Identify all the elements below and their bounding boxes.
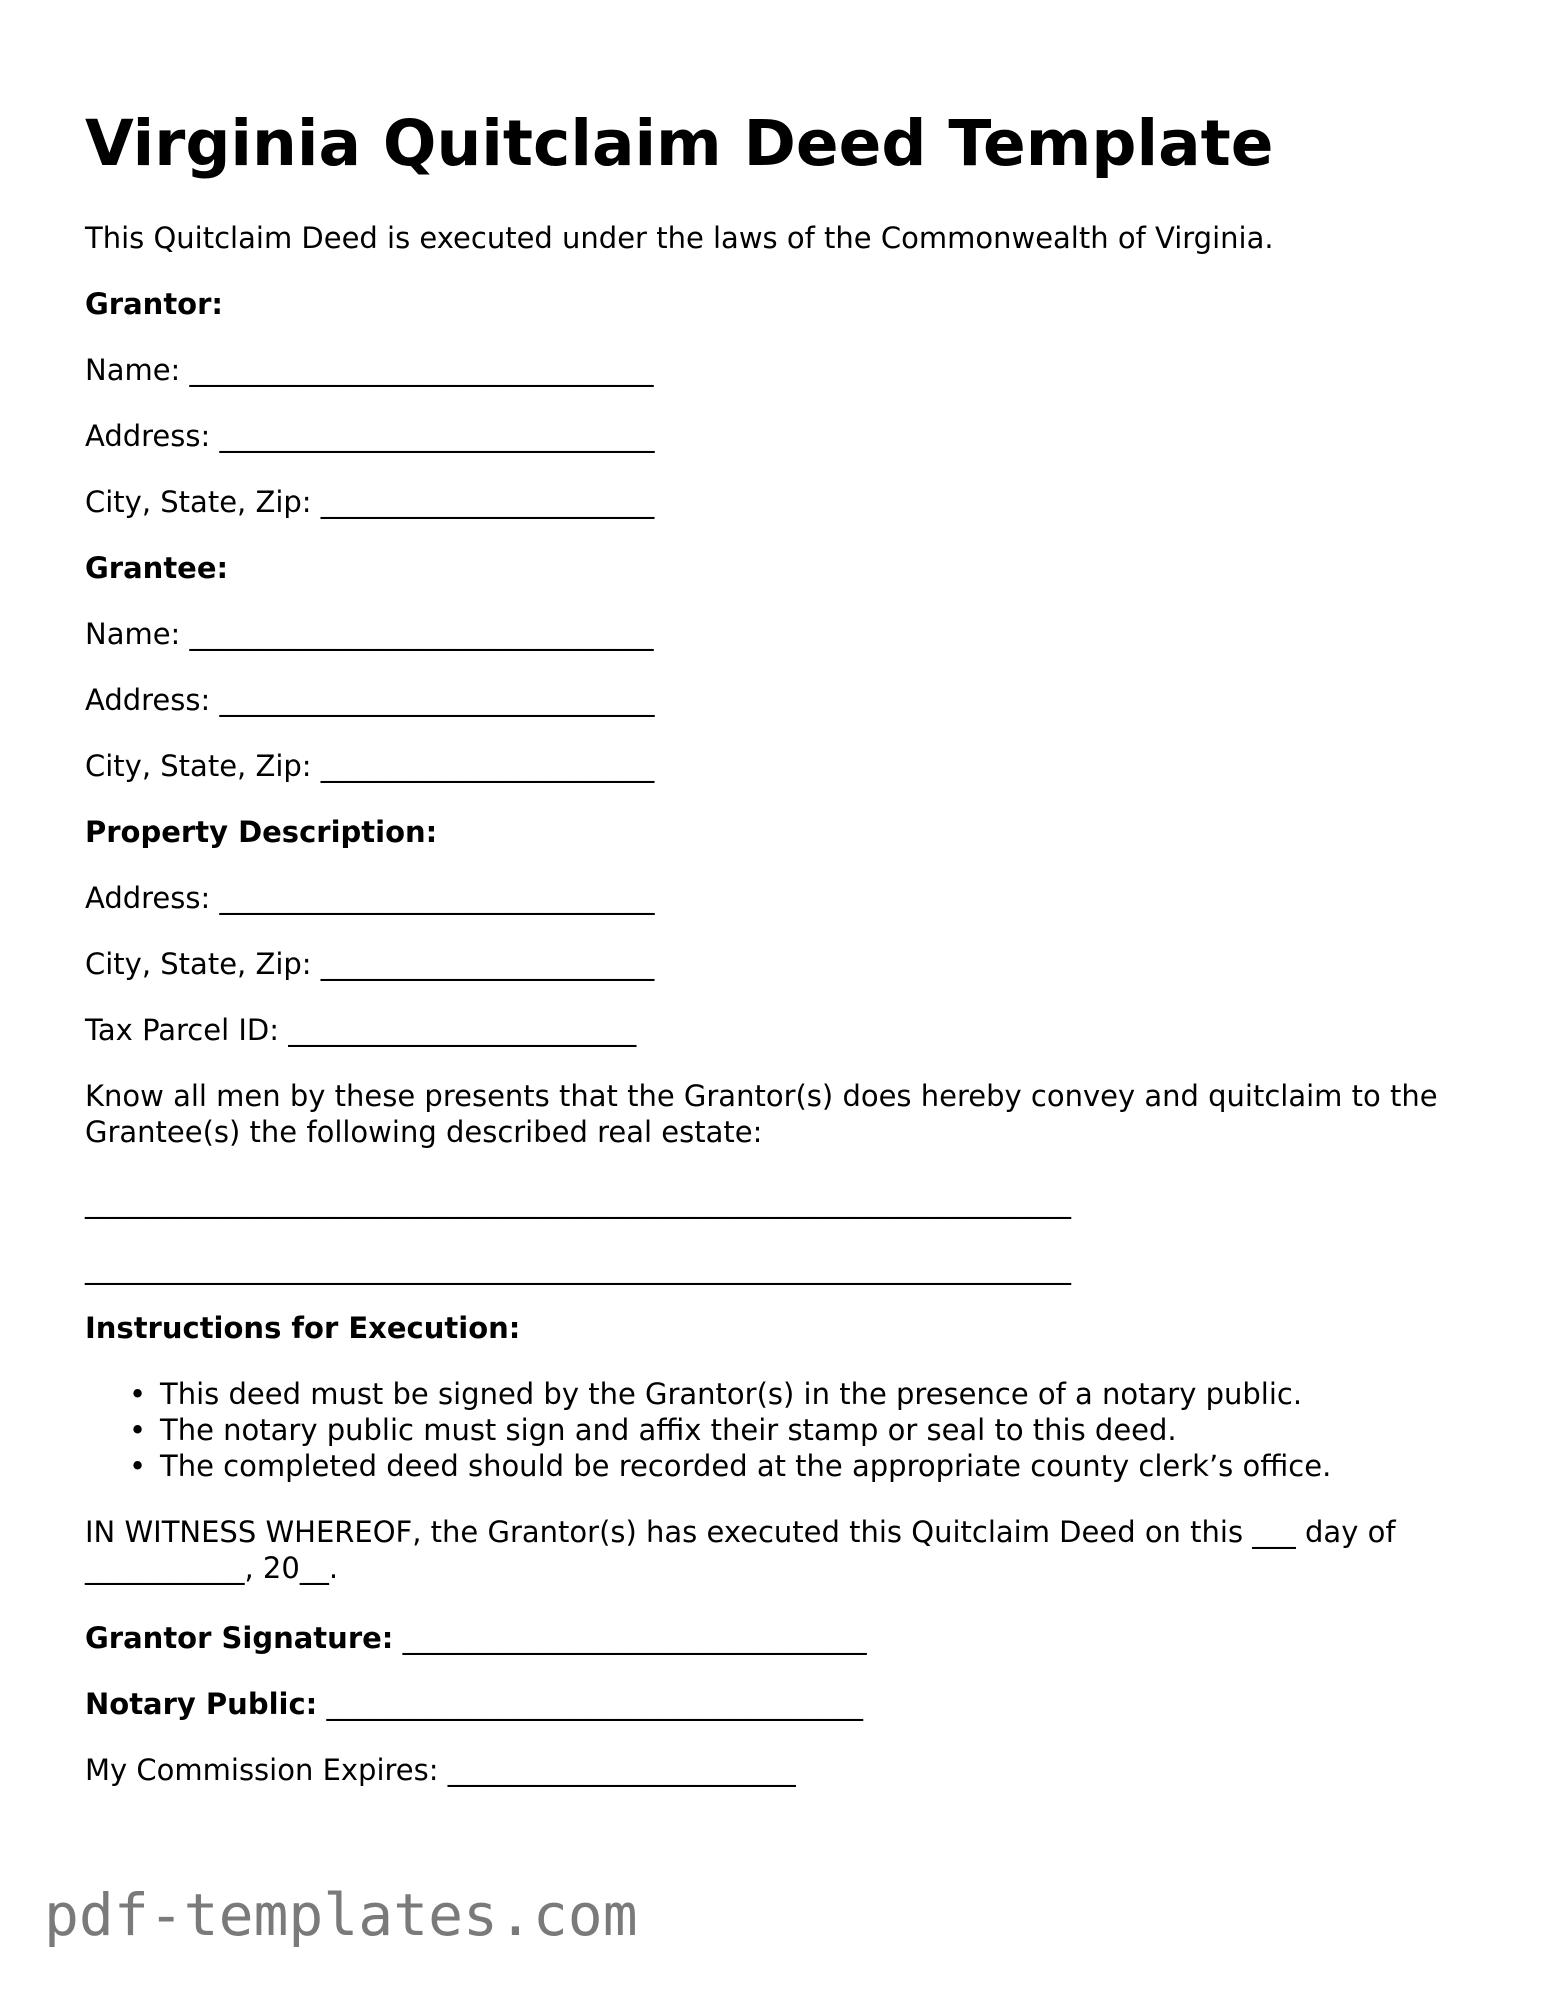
witness-paragraph: IN WITNESS WHEREOF, the Grantor(s) has executed this Quitclaim Deed on this ___ day of ___________, 20__.	[85, 1515, 1396, 1585]
commission-expires-field: My Commission Expires: ________________________	[85, 1753, 796, 1787]
grantee-address-field: Address: ______________________________	[85, 683, 655, 717]
instruction-item: • The notary public must sign and affix their stamp or seal to this deed.	[85, 1412, 1455, 1448]
conveyance-paragraph: Know all men by these presents that the Grantor(s) does hereby convey and quitclaim to the Grantee(s) the following described real estate:	[85, 1079, 1438, 1149]
instruction-item: • The completed deed should be recorded at the appropriate county clerk’s office.	[85, 1448, 1455, 1484]
grantor-signature-label: Grantor Signature:	[85, 1621, 394, 1655]
grantor-address-field: Address: ______________________________	[85, 419, 655, 453]
grantee-city-state-zip-field: City, State, Zip: _______________________	[85, 749, 655, 783]
grantee-name-field: Name: ________________________________	[85, 617, 654, 651]
notary-public-label: Notary Public:	[85, 1687, 318, 1721]
grantor-signature-blank: ________________________________	[393, 1621, 867, 1655]
property-description-heading: Property Description:	[85, 815, 438, 849]
grantor-city-state-zip-field: City, State, Zip: _______________________	[85, 485, 655, 519]
real-estate-description-line: ____________________________________________________________________	[85, 1251, 1071, 1285]
instruction-item: • This deed must be signed by the Grantor(s) in the presence of a notary public.	[85, 1376, 1455, 1412]
notary-public-line	[85, 1686, 863, 1722]
intro-text: This Quitclaim Deed is executed under the laws of the Commonwealth of Virginia.	[85, 221, 1274, 255]
grantor-signature-line	[85, 1620, 867, 1656]
instructions-heading: Instructions for Execution:	[85, 1311, 521, 1345]
document-title: Virginia Quitclaim Deed Template	[85, 107, 1274, 180]
instructions-list	[85, 1376, 1455, 1484]
property-city-state-zip-field: City, State, Zip: _______________________	[85, 947, 655, 981]
notary-public-blank: _____________________________________	[317, 1687, 863, 1721]
real-estate-description-line: ____________________________________________________________________	[85, 1185, 1071, 1219]
watermark: pdf-templates.com	[44, 1881, 638, 1949]
grantee-heading: Grantee:	[85, 551, 229, 585]
grantor-name-field: Name: ________________________________	[85, 353, 654, 387]
property-address-field: Address: ______________________________	[85, 881, 655, 915]
tax-parcel-id-field: Tax Parcel ID: ________________________	[85, 1013, 637, 1047]
grantor-heading: Grantor:	[85, 287, 224, 321]
